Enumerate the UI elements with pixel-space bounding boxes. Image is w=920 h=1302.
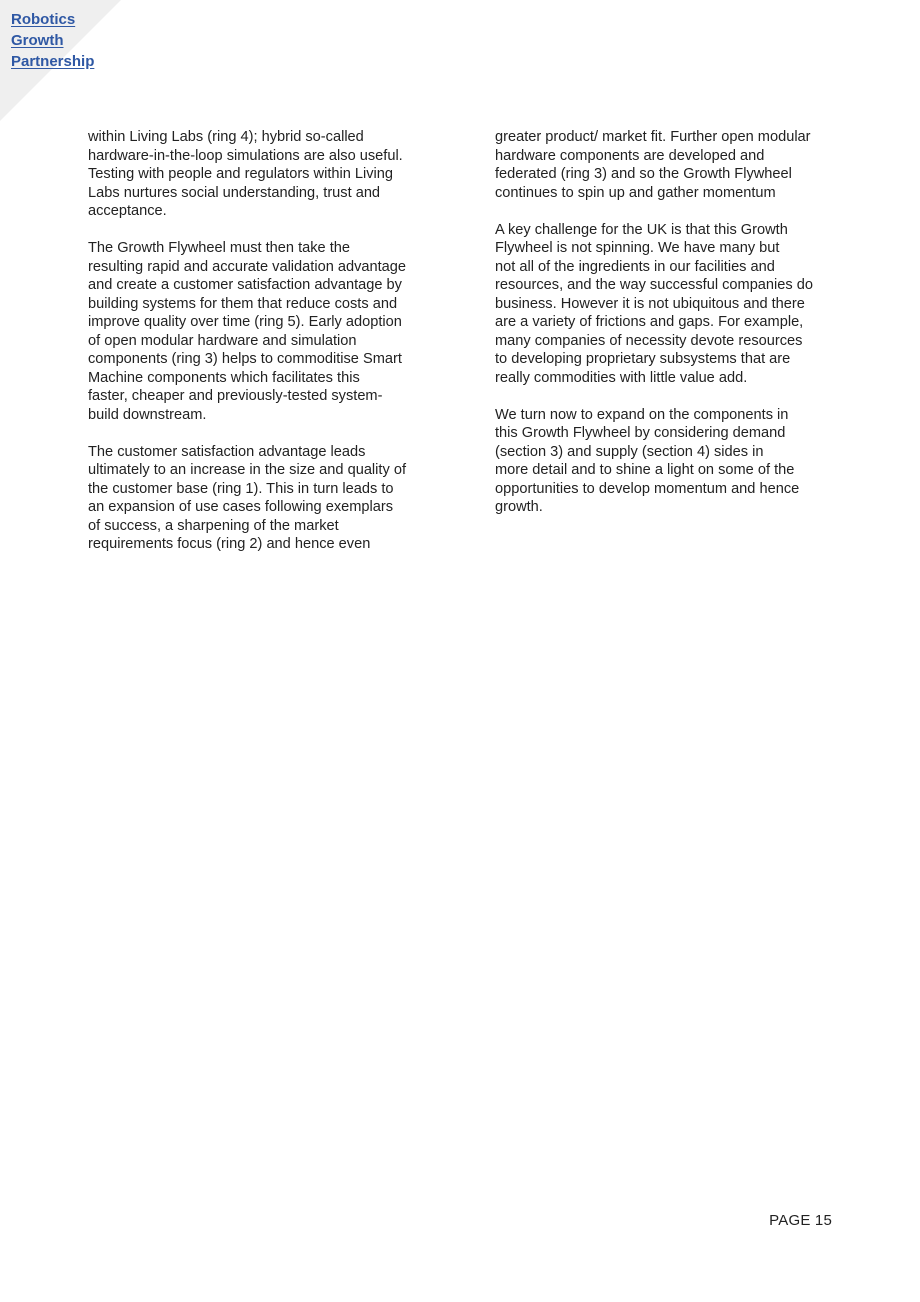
paragraph: A key challenge for the UK is that this Growth Flywheel is not spinning. We have many but not all of the ingredients in our facilities and resources, and the way successful companies do business. However it is not ubiquitous and there are a variety of frictions and gaps. For example, many companies of necessity devote resources to developing proprietary subsystems that are really commodities with little value add.	[495, 221, 813, 386]
right-column	[495, 128, 840, 535]
paragraph: greater product/ market fit. Further open modular hardware components are developed and federated (ring 3) and so the Growth Flywheel continues to spin up and gather momentum	[495, 129, 811, 201]
paragraph: The Growth Flywheel must then take the resulting rapid and accurate validation advantage and create a customer satisfaction advantage by building systems for them that reduce costs and improve quality over time (ring 5). Early adoption of open modular hardware and simulation components (ring 3) helps to commoditise Smart Machine components which facilitates this faster, cheaper and previously-tested system- build downstream.	[88, 240, 407, 423]
page-number: PAGE 15	[769, 1212, 832, 1229]
brand-link[interactable]: Robotics Growth Partnership	[11, 11, 95, 70]
paragraph: We turn now to expand on the components in this Growth Flywheel by considering demand (section 3) and supply (section 4) sides in more detail and to shine a light on some of the opportunities to develop momentum and hence growth.	[495, 406, 800, 515]
paragraph: within Living Labs (ring 4); hybrid so-called hardware-in-the-loop simulations are also useful. Testing with people and regulators within Living Labs nurtures social understanding, trust and acceptance.	[88, 129, 403, 219]
paragraph: The customer satisfaction advantage leads ultimately to an increase in the size and quality of the customer base (ring 1). This in turn leads to an expansion of use cases following exemplars of success, a sharpening of the market requirements focus (ring 2) and hence even	[88, 443, 406, 552]
left-column	[88, 128, 433, 572]
